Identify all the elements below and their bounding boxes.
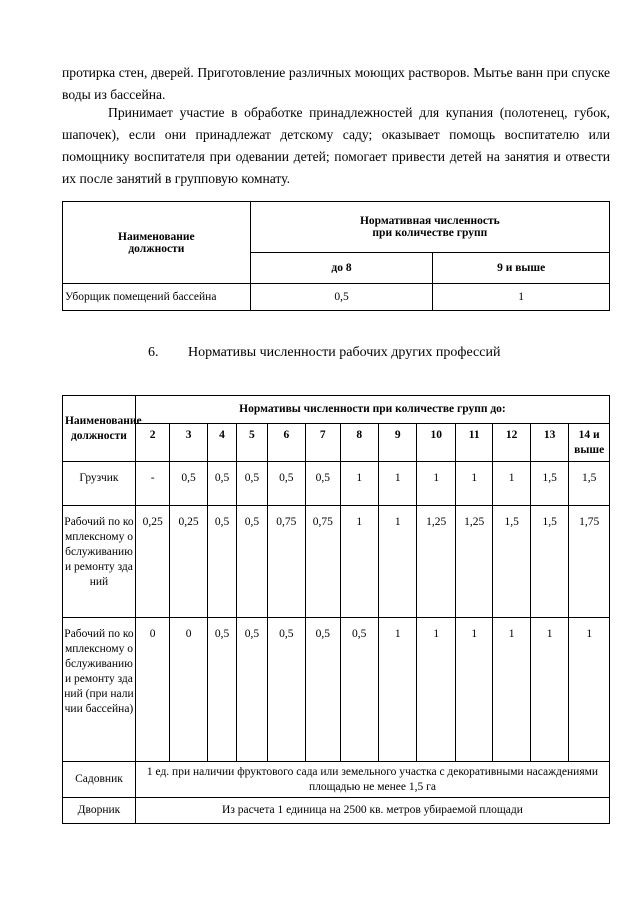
t2-cell: 1 [569,618,610,762]
t2-cell: 1,5 [493,506,530,618]
t2-cell: 1 [378,462,416,506]
intro-paragraph-1: протирка стен, дверей. Приготовление различных моющих растворов. Мытье ванн при спуске воды из бассейна. [62,65,610,102]
section-title: Нормативы численности рабочих других профессий [188,345,501,360]
t1-header-name: Наименование должности [63,202,251,284]
t1-sub-upto8: до 8 [250,253,433,284]
t2-group-col: 12 [493,424,530,462]
t2-cell: 0,5 [237,506,267,618]
section-number: 6. [148,345,159,360]
t2-cell: 1 [530,618,568,762]
t2-group-col: 13 [530,424,568,462]
t2-group-col: 6 [267,424,305,462]
t2-cell: 1 [340,506,378,618]
t2-cell: 1 [493,462,530,506]
t2-cell: 0,75 [267,506,305,618]
t2-cell: 0,5 [207,618,236,762]
t2-row-name: Грузчик [63,462,136,506]
t2-janitor-text: Из расчета 1 единица на 2500 кв. метров убираемой площади [135,798,609,824]
t2-cell: 0,5 [306,462,340,506]
t2-cell: 0,5 [306,618,340,762]
t2-cell: 0 [135,618,169,762]
workers-norms-table [62,395,610,824]
t2-group-col: 7 [306,424,340,462]
t2-cell: 1 [340,462,378,506]
t2-group-col: 11 [455,424,492,462]
t2-row-name: Садовник [63,762,136,798]
t2-cell: 1 [378,506,416,618]
t2-cell: 0,5 [267,618,305,762]
t2-group-col: 14 и выше [569,424,610,462]
t2-gardener-text: 1 ед. при наличии фруктового сада или земельного участка с декоративными насаждениями площадью не менее 1,5 га [135,762,609,798]
intro-paragraph-2: Принимает участие в обработке принадлежностей для купания (полотенец, губок, шапочек), если они принадлежат детскому саду; оказывает помощь воспитателю или помощнику воспитателя при одевании детей; помогает привести детей на занятия и отвести их после занятий в групповую комнату. [62,105,610,186]
t2-header-norm: Нормативы численности при количестве групп до: [135,396,609,424]
t2-row-name: Рабочий по комплексному обслуживанию и ремонту зданий [63,506,136,618]
t2-cell: 1 [455,462,492,506]
t2-row-name: Дворник [63,798,136,824]
t1-row-v1: 0,5 [250,284,433,311]
t2-group-col: 3 [170,424,207,462]
t2-cell: 1 [378,618,416,762]
t2-cell: 1,75 [569,506,610,618]
t2-group-col: 4 [207,424,236,462]
section-heading [148,345,500,361]
t2-cell: 0,5 [207,462,236,506]
t2-header-name: Наименование должности [63,396,136,462]
t2-group-col: 8 [340,424,378,462]
t2-cell: 0,5 [170,462,207,506]
t2-cell: 1 [455,618,492,762]
t2-cell: 0,75 [306,506,340,618]
t2-group-col: 9 [378,424,416,462]
t2-cell: 0,5 [237,462,267,506]
t1-sub-9plus: 9 и выше [433,253,610,284]
t2-cell: - [135,462,169,506]
t2-cell: 1,25 [417,506,455,618]
t2-cell: 0,25 [135,506,169,618]
t1-header-norm: Нормативная численность при количестве групп [250,202,609,253]
t1-row-name: Уборщик помещений бассейна [63,284,251,311]
t2-cell: 1 [417,618,455,762]
t2-row-name: Рабочий по комплексному обслуживанию и ремонту зданий (при наличии бассейна) [63,618,136,762]
t2-cell: 1,5 [530,462,568,506]
t2-cell: 0,5 [237,618,267,762]
t2-cell: 1,25 [455,506,492,618]
t2-cell: 0,5 [267,462,305,506]
t2-cell: 1,5 [569,462,610,506]
t2-group-col: 5 [237,424,267,462]
t2-cell: 0 [170,618,207,762]
t2-group-col: 2 [135,424,169,462]
t2-cell: 0,25 [170,506,207,618]
t2-cell: 1,5 [530,506,568,618]
t2-cell: 0,5 [340,618,378,762]
t1-row-v2: 1 [433,284,610,311]
t2-cell: 1 [493,618,530,762]
t2-group-col: 10 [417,424,455,462]
t2-cell: 0,5 [207,506,236,618]
pool-cleaner-table [62,201,610,311]
t2-cell: 1 [417,462,455,506]
